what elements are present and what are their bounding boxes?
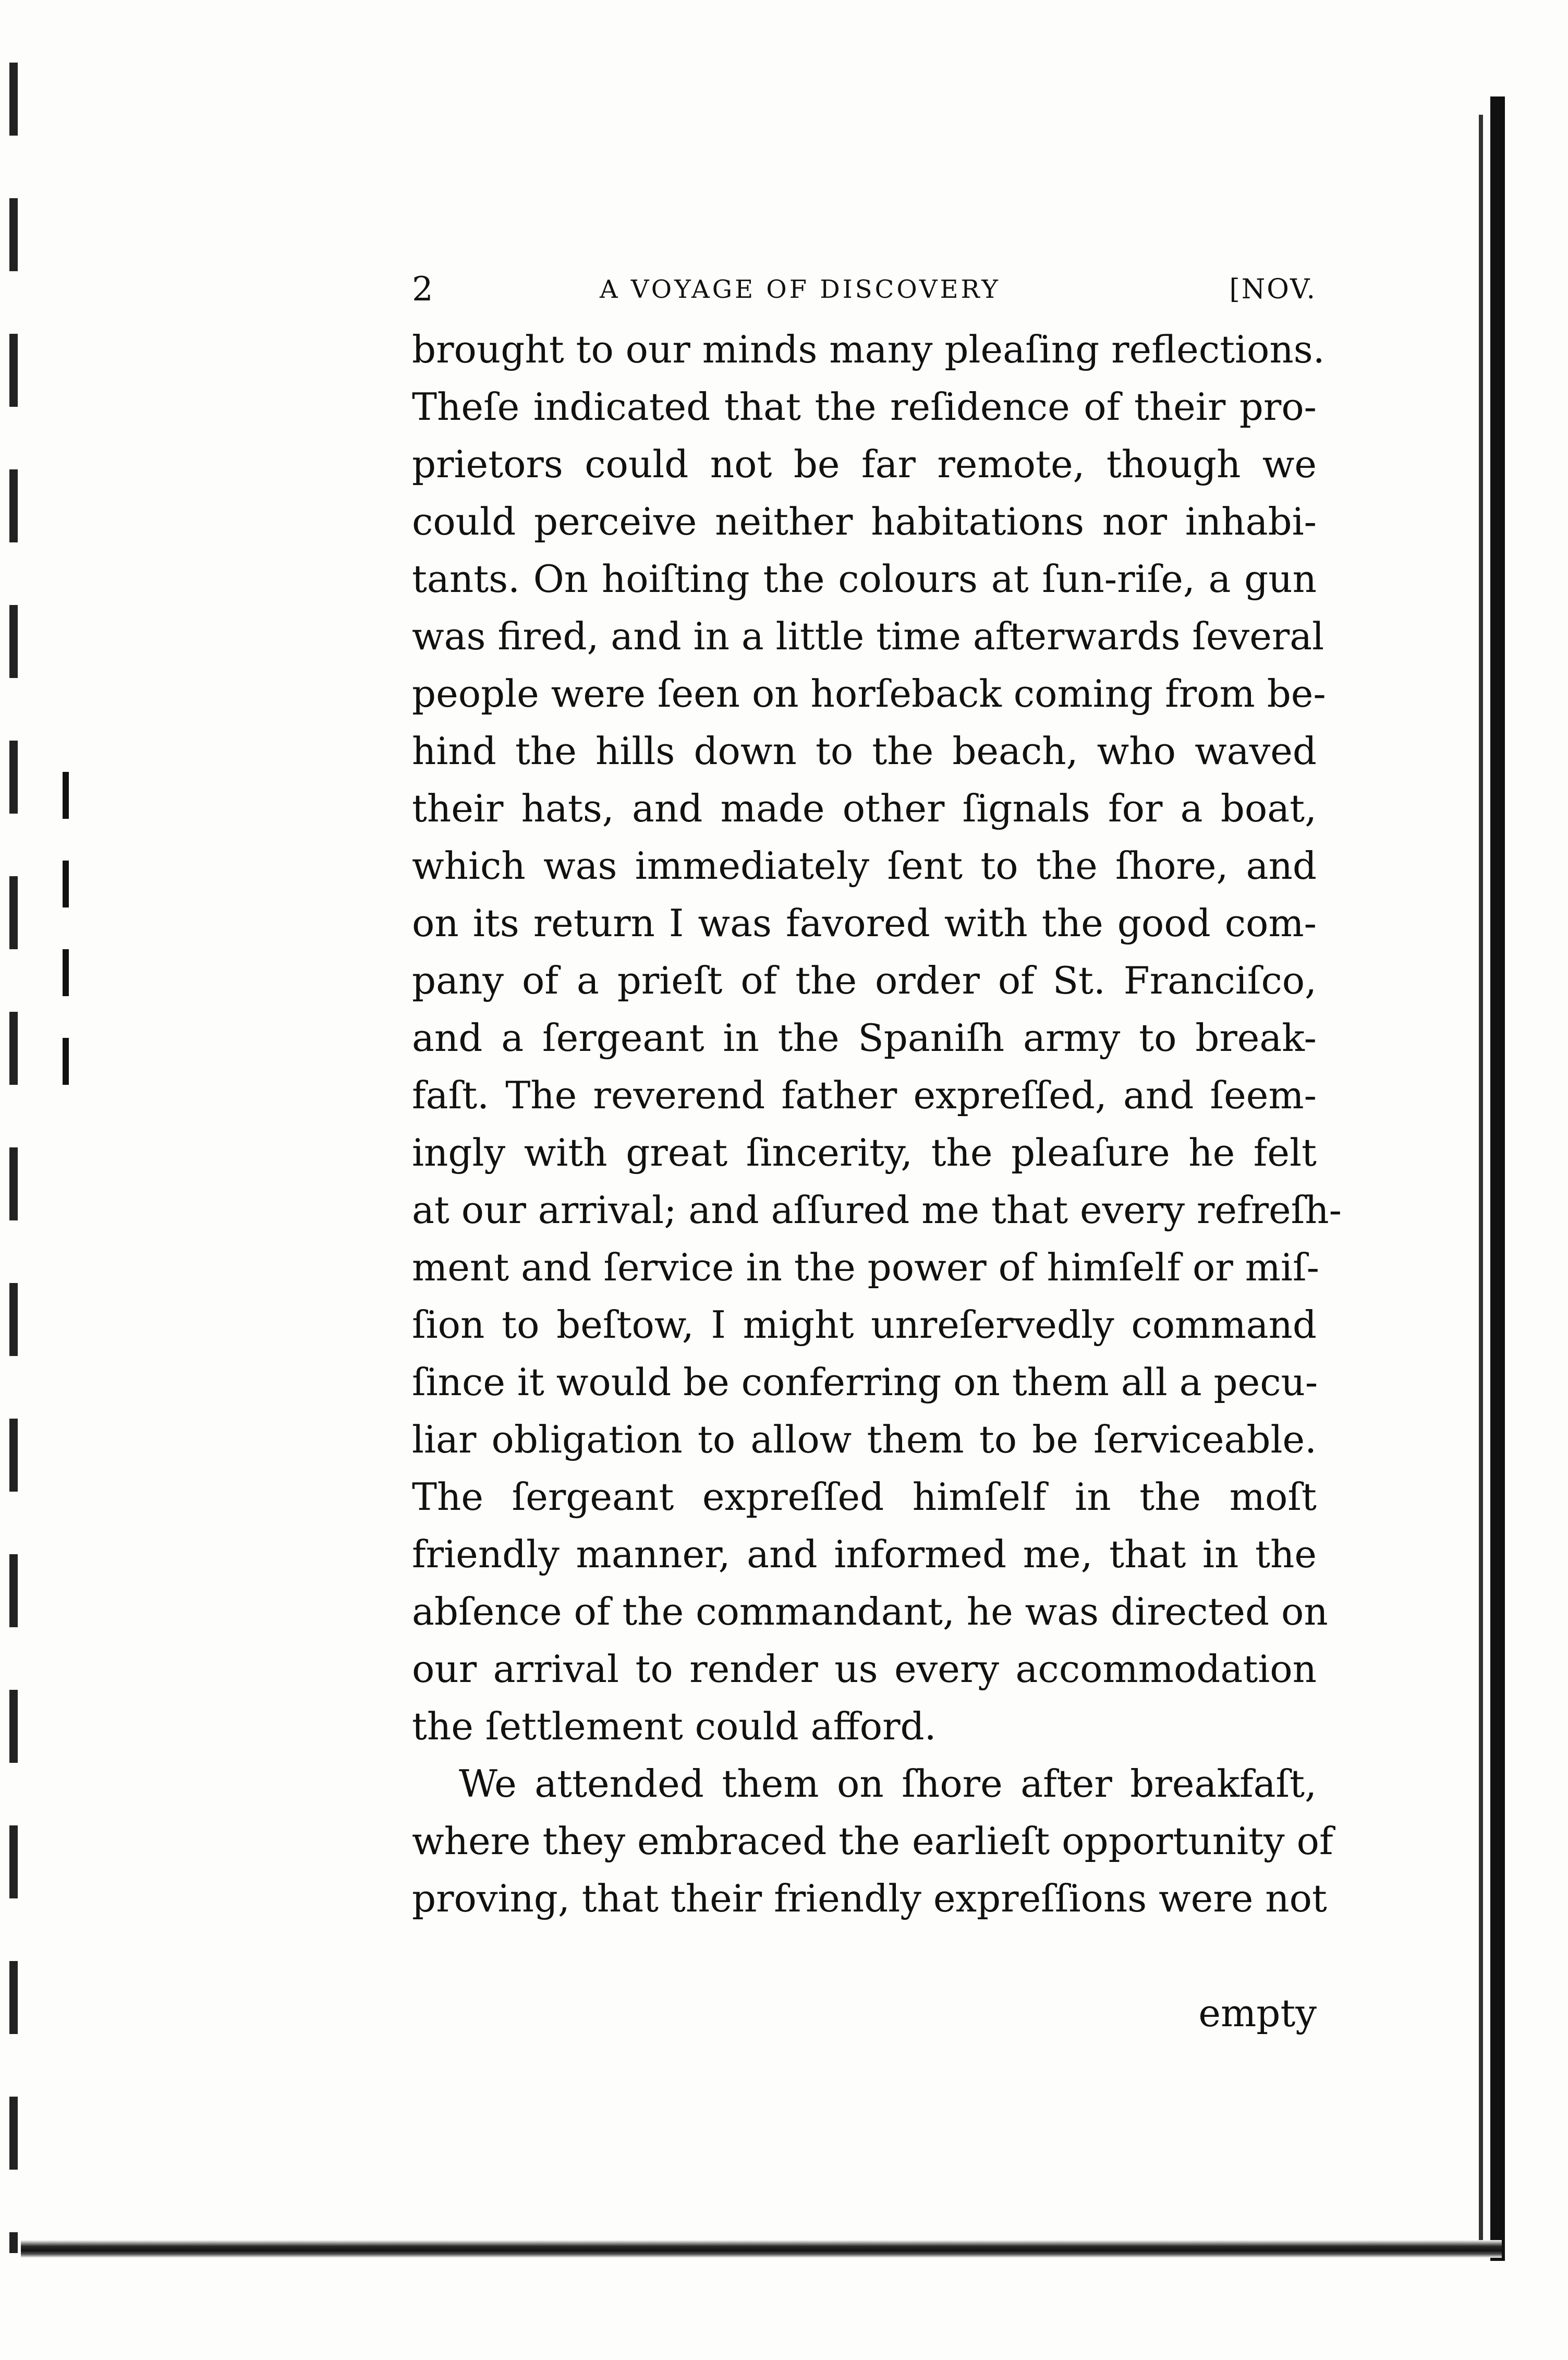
text-line: at our arrival; and aſſured me that every refreſh- [412, 1188, 1342, 1232]
text-line: hind the hills down to the beach, who waved [412, 729, 1317, 773]
text-line: could perceive neither habitations nor inhabi- [412, 500, 1317, 543]
text-line: proving, that their friendly expreſſions were not [412, 1877, 1327, 1920]
text-line: We attended them on ſhore after breakfaſt, [459, 1762, 1317, 1806]
text-line: prietors could not be far remote, though we [412, 442, 1317, 486]
text-line: The ſergeant expreſſed himſelf in the moſt [412, 1475, 1317, 1519]
text-line: liar obligation to allow them to be ſerviceable. [412, 1418, 1317, 1461]
text-line: faſt. The reverend father expreſſed, and ſeem- [412, 1073, 1317, 1117]
scan-edge-mark [63, 772, 69, 1085]
text-line: pany of a prieſt of the order of St. Franciſco, [412, 959, 1317, 1002]
text-line: where they embraced the earlieſt opportunity of [412, 1819, 1333, 1863]
text-line: ſince it would be conferring on them all a pecu- [412, 1360, 1318, 1404]
text-line: brought to our minds many pleaſing reflections. [412, 328, 1325, 371]
text-line: people were ſeen on horſeback coming from be- [412, 672, 1326, 716]
text-line: abſence of the commandant, he was directed on [412, 1590, 1328, 1633]
scan-edge-bottom [21, 2240, 1502, 2258]
text-line: and a ſergeant in the Spaniſh army to break- [412, 1016, 1317, 1060]
scan-edge-right [1490, 96, 1505, 2261]
text-line: their hats, and made other ſignals for a boat, [412, 786, 1317, 830]
running-head: A VOYAGE OF DISCOVERY [600, 275, 1001, 304]
text-line: Theſe indicated that the reſidence of their pro- [412, 385, 1317, 429]
text-line: tants. On hoiſting the colours at ſun-riſe, a gun [412, 557, 1317, 601]
header-month: [NOV. [1229, 274, 1317, 305]
text-line: ingly with great ſincerity, the pleaſure he felt [412, 1131, 1317, 1175]
body-text [412, 321, 1342, 1927]
text-line: the ſettlement could afford. [412, 1704, 937, 1748]
scan-edge-left [9, 63, 18, 2253]
text-line: on its return I was favored with the good com- [412, 901, 1317, 945]
text-line: which was immediately ſent to the ſhore, and [412, 844, 1317, 888]
text-line: ſion to beſtow, I might unreſervedly command [412, 1303, 1317, 1347]
page-header [412, 266, 1317, 313]
page-number: 2 [412, 270, 433, 309]
text-line: was fired, and in a little time afterwards ſeveral [412, 614, 1324, 658]
catchword: empty [1198, 1991, 1317, 2035]
text-line: friendly manner, and informed me, that in the [412, 1532, 1317, 1576]
text-line: ment and ſervice in the power of himſelf or miſ- [412, 1245, 1319, 1289]
scan-edge-right-inner [1479, 115, 1483, 2243]
text-line: our arrival to render us every accommodation [412, 1647, 1317, 1691]
